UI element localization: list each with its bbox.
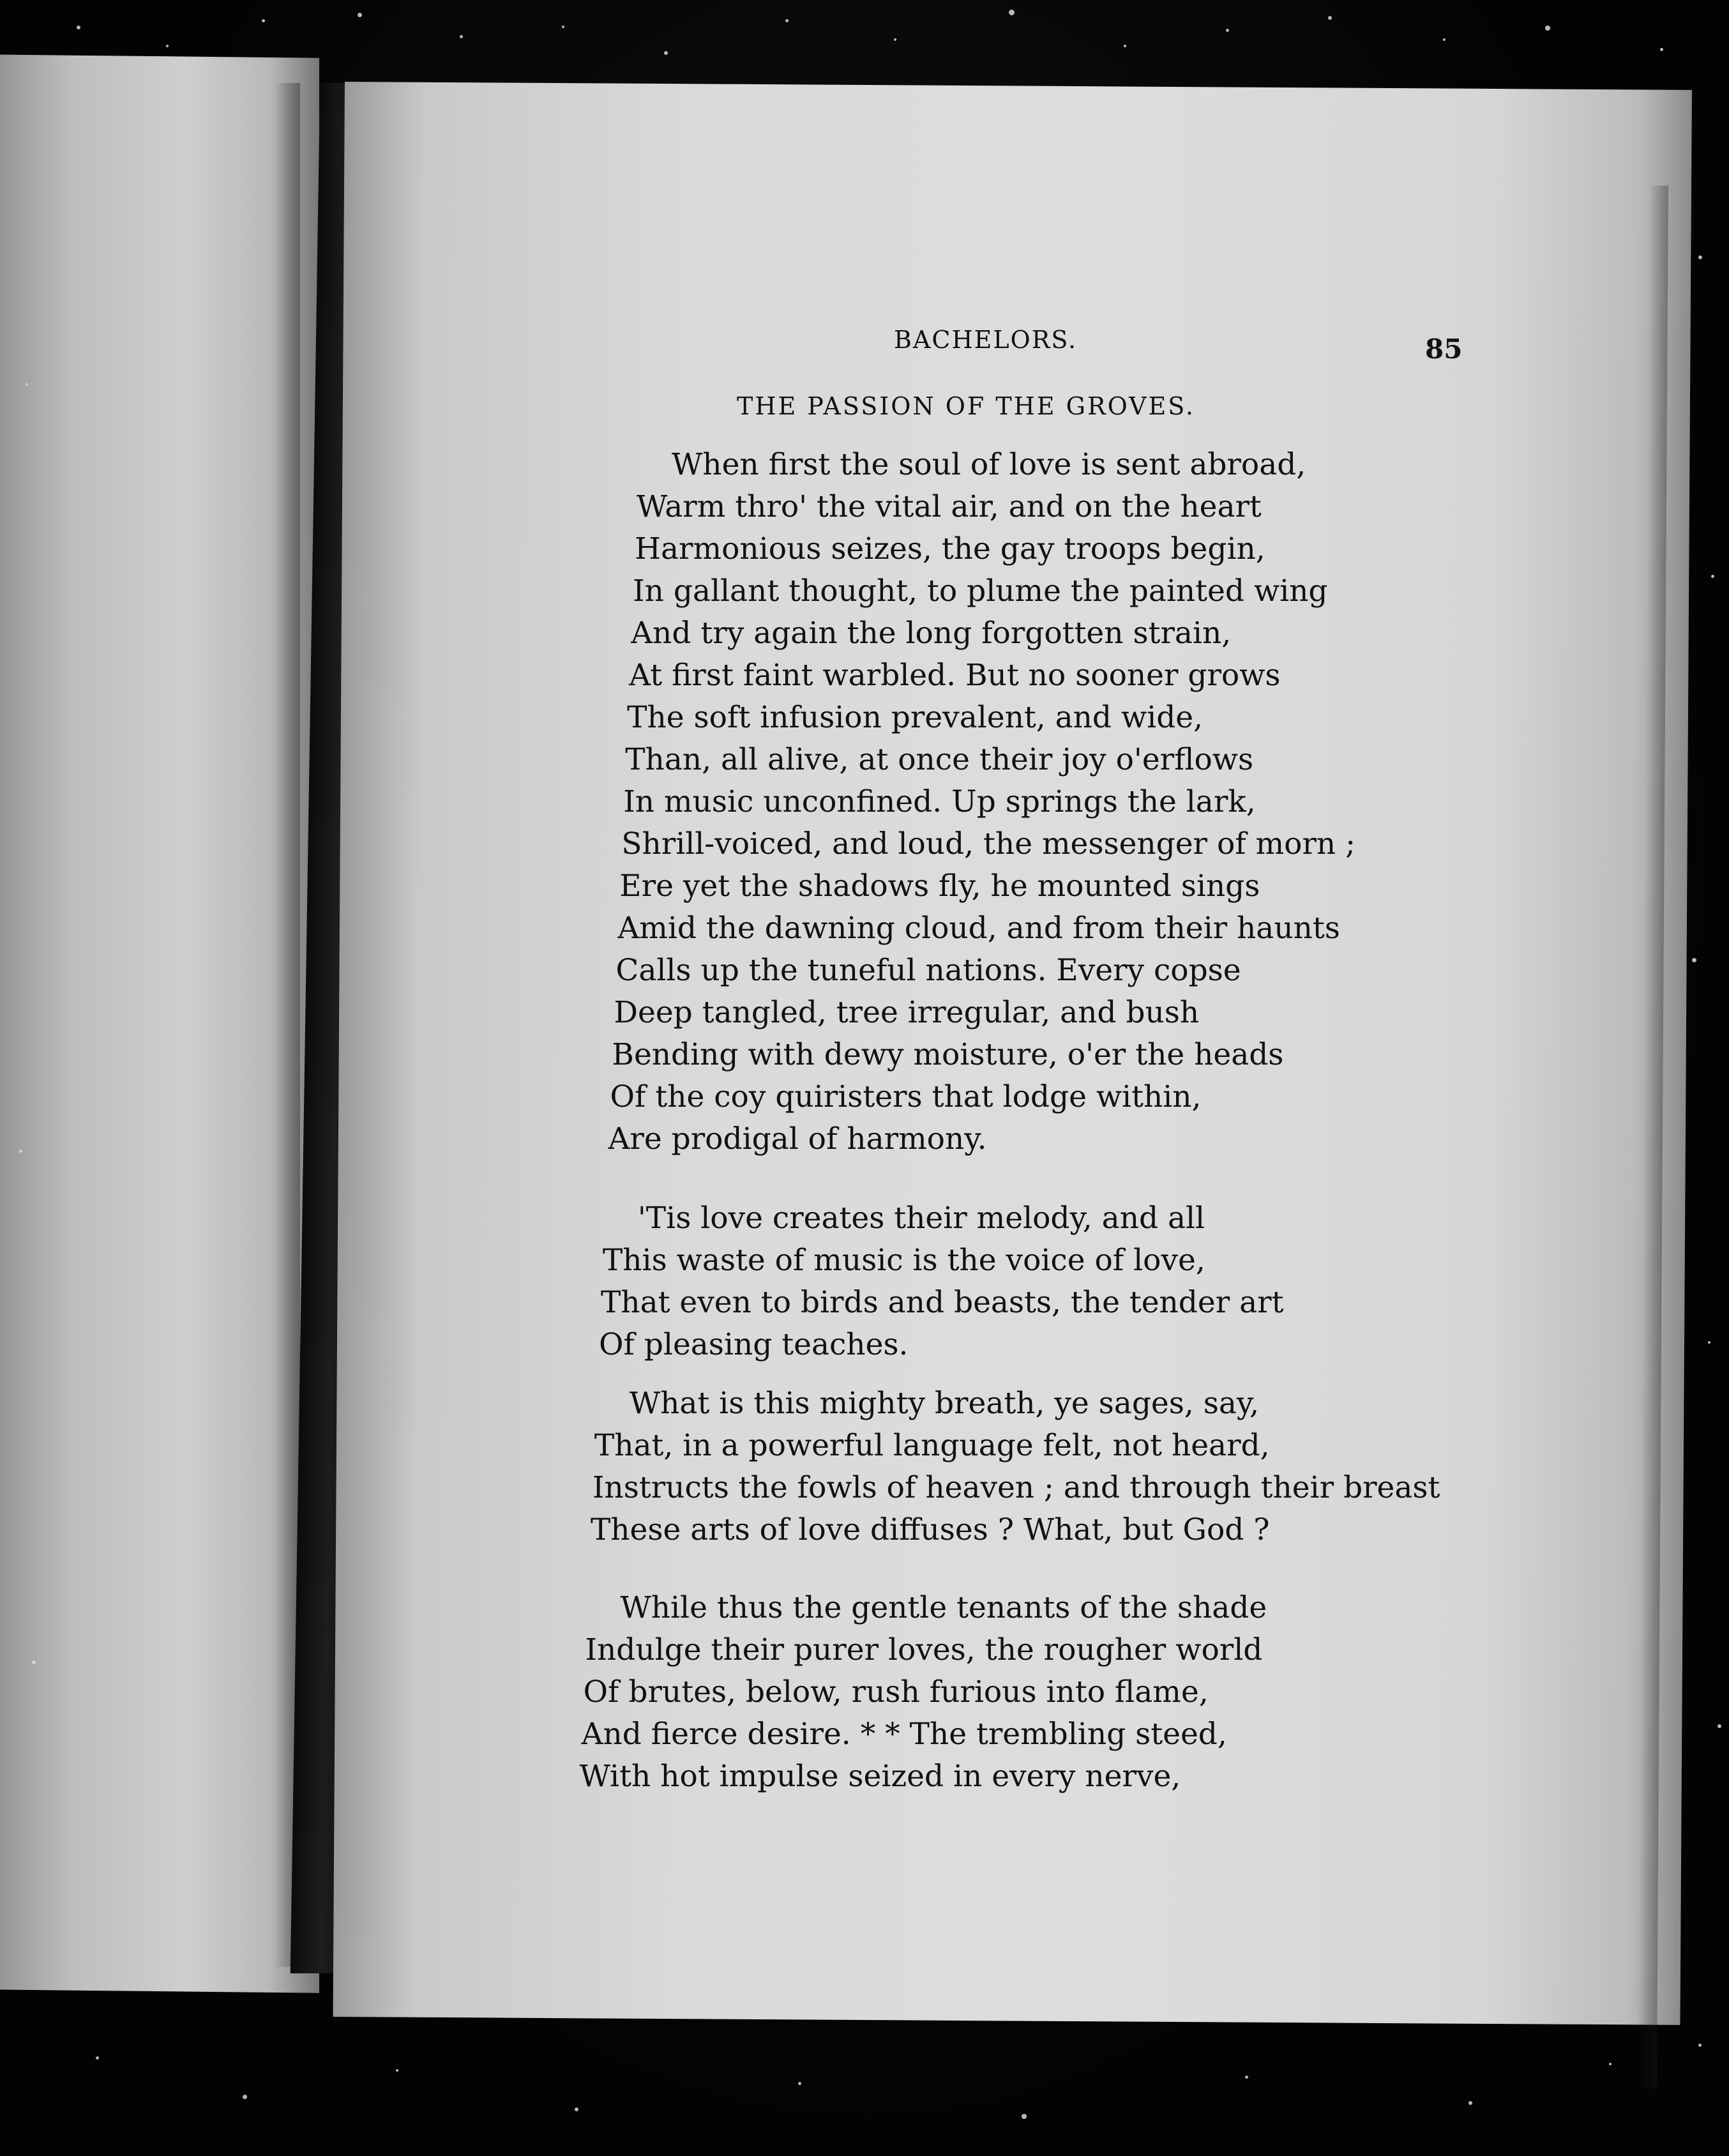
poem-title: THE PASSION OF THE GROVES. — [737, 392, 1196, 420]
poem-line: Are prodigal of harmony. — [608, 1121, 987, 1157]
poem-line: Deep tangled, tree irregular, and bush — [614, 995, 1200, 1030]
dust-speck — [1245, 2076, 1248, 2079]
poem-line: That even to birds and beasts, the tender art — [600, 1285, 1284, 1320]
dust-speck — [1609, 2063, 1612, 2065]
dust-speck — [1698, 2044, 1702, 2047]
poem-line: Of the coy quiristers that lodge within, — [610, 1079, 1202, 1114]
dust-speck — [894, 38, 896, 41]
dust-speck — [243, 2095, 247, 2099]
poem-line: Indulge their purer loves, the rougher world — [585, 1632, 1263, 1667]
dust-speck — [19, 1150, 22, 1153]
poem-line: At first faint warbled. But no sooner grows — [629, 658, 1281, 693]
dust-speck — [460, 35, 463, 38]
dust-speck — [262, 19, 265, 22]
dust-speck — [77, 26, 80, 29]
dust-speck — [26, 383, 28, 386]
dust-speck — [1443, 38, 1446, 41]
poem-line: When first the soul of love is sent abroad, — [672, 447, 1306, 482]
dust-speck — [1698, 255, 1702, 259]
dust-speck — [1660, 48, 1663, 51]
dust-speck — [575, 2107, 578, 2111]
dust-speck — [1711, 575, 1714, 578]
poem-line: Of brutes, below, rush furious into flame, — [583, 1674, 1209, 1710]
poem-line: What is this mighty breath, ye sages, say, — [629, 1386, 1260, 1421]
dust-speck — [1328, 16, 1332, 20]
poem-line: Ere yet the shadows fly, he mounted sings — [619, 869, 1260, 904]
dust-speck — [32, 1660, 36, 1664]
poem-line: Calls up the tuneful nations. Every copse — [615, 953, 1241, 988]
poem-line: While thus the gentle tenants of the shade — [620, 1590, 1267, 1625]
dust-speck — [166, 45, 169, 47]
dust-speck — [1022, 2114, 1027, 2119]
dust-speck — [1009, 10, 1015, 15]
poem-line: That, in a powerful language felt, not heard, — [594, 1428, 1270, 1463]
poem-line: Amid the dawning cloud, and from their haunts — [617, 911, 1340, 946]
dust-speck — [1469, 2101, 1472, 2105]
dust-speck — [1708, 1341, 1710, 1344]
poem-line: With hot impulse seized in every nerve, — [579, 1759, 1181, 1794]
poem-line: Shrill-voiced, and loud, the messenger of morn ; — [621, 826, 1355, 862]
poem-line: And fierce desire. * * The trembling steed, — [581, 1717, 1227, 1752]
page-number: 85 — [1425, 333, 1463, 365]
dust-speck — [1718, 1724, 1721, 1728]
dust-speck — [396, 2069, 398, 2072]
poem-line: In music unconfined. Up springs the lark, — [623, 784, 1256, 819]
poem-line: These arts of love diffuses ? What, but God ? — [590, 1512, 1270, 1547]
dust-speck — [798, 2082, 801, 2085]
dust-speck — [1226, 29, 1229, 32]
left-page — [0, 54, 319, 1993]
poem-line: Harmonious seizes, the gay troops begin, — [635, 531, 1265, 566]
poem-line: This waste of music is the voice of love, — [602, 1243, 1205, 1278]
poem-line: Instructs the fowls of heaven ; and through their breast — [592, 1470, 1440, 1505]
dust-speck — [358, 13, 362, 17]
right-page-shadow — [1638, 185, 1668, 2088]
poem-line: 'Tis love creates their melody, and all — [637, 1201, 1205, 1236]
dust-speck — [96, 2056, 99, 2060]
dust-speck — [1124, 45, 1126, 47]
poem-line: In gallant thought, to plume the painted wing — [633, 573, 1328, 609]
dust-speck — [664, 51, 668, 55]
dust-speck — [1545, 26, 1550, 31]
poem-line: And try again the long forgotten strain, — [631, 616, 1232, 651]
dust-speck — [1692, 958, 1696, 962]
poem-line: Of pleasing teaches. — [598, 1327, 909, 1362]
running-head: BACHELORS. — [894, 326, 1078, 354]
dust-speck — [785, 19, 789, 22]
poem-line: Than, all alive, at once their joy o'erflows — [625, 742, 1254, 777]
dust-speck — [562, 26, 564, 28]
poem-line: Warm thro' the vital air, and on the heart — [637, 489, 1262, 524]
poem-line: The soft infusion prevalent, and wide, — [627, 700, 1204, 735]
poem-line: Bending with dewy moisture, o'er the heads — [612, 1037, 1284, 1072]
